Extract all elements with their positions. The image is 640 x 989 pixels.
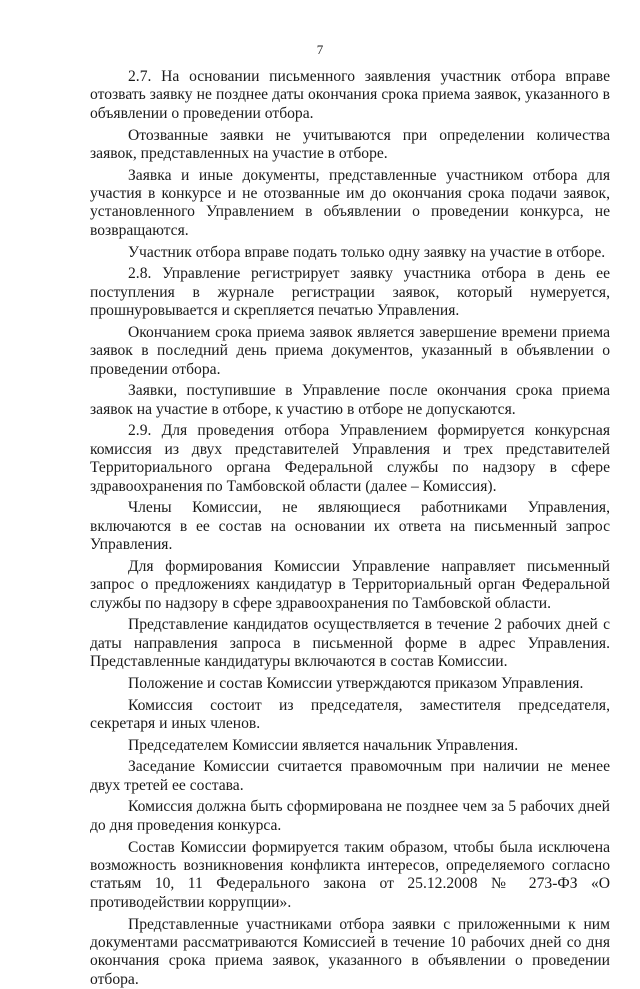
paragraph-quorum: Заседание Комиссии считается правомочным при наличии не менее двух третей ее состава. xyxy=(90,758,610,794)
page-number: 7 xyxy=(316,42,324,57)
paragraph-commission-request: Для формирования Комиссии Управление направляет письменный запрос о предложениях кандидатур в Территориальный орган Федеральной службы по надзору в сфере здравоохранения по Тамбовской области. xyxy=(90,557,610,612)
paragraph-documents-not-returned: Заявка и иные документы, представленные участником отбора для участия в конкурсе и не отозванные им до окончания срока подачи заявок, установленного Управлением в объявлении о проведении конкурса, не возвращаются. xyxy=(90,166,610,239)
paragraph-review-period: Представленные участниками отбора заявки с приложенными к ним документами рассматриваются Комиссией в течение 10 рабочих дней со дня окончания срока приема заявок, указанного в объявлении о проведении отбора. xyxy=(90,915,610,988)
document-body xyxy=(90,68,610,989)
paragraph-commission-members: Члены Комиссии, не являющиеся работниками Управления, включаются в ее состав на основании их ответа на письменный запрос Управления. xyxy=(90,499,610,554)
paragraph-chairman: Председателем Комиссии является начальник Управления. xyxy=(128,736,519,754)
paragraph-2-8: 2.8. Управление регистрирует заявку участника отбора в день ее поступления в журнале регистрации заявок, который нумеруется, прошнуровывается и скрепляется печатью Управления. xyxy=(90,265,610,320)
paragraph-late-applications: Заявки, поступившие в Управление после окончания срока приема заявок на участие в отборе, к участию в отборе не допускаются. xyxy=(90,382,610,418)
paragraph-commission-approval: Положение и состав Комиссии утверждаются приказом Управления. xyxy=(128,674,584,692)
paragraph-conflict-of-interest: Состав Комиссии формируется таким образом, чтобы была исключена возможность возникновения конфликта интересов, определяемого согласно статьям 10, 11 Федерального закона от 25.12.2008 № 273-ФЗ «О противодействии коррупции». xyxy=(90,838,610,911)
paragraph-candidates: Представление кандидатов осуществляется в течение 2 рабочих дней с даты направления запроса в письменной форме в адрес Управления. Представленные кандидатуры включаются в состав Комиссии. xyxy=(90,616,610,671)
paragraph-withdrawn-applications: Отозванные заявки не учитываются при определении количества заявок, представленных на участие в отборе. xyxy=(90,126,610,162)
paragraph-2-9: 2.9. Для проведения отбора Управлением формируется конкурсная комиссия из двух представителей Управления и трех представителей Территориального органа Федеральной службы по надзору в сфере здравоохранения по Тамбовской области (далее – Комиссия). xyxy=(90,422,610,495)
paragraph-2-7: 2.7. На основании письменного заявления участник отбора вправе отозвать заявку не позднее даты окончания срока приема заявок, указанного в объявлении о проведении отбора. xyxy=(90,68,610,122)
paragraph-one-application: Участник отбора вправе подать только одну заявку на участие в отборе. xyxy=(128,243,606,261)
paragraph-commission-composition: Комиссия состоит из председателя, заместителя председателя, секретаря и иных членов. xyxy=(90,696,610,732)
paragraph-deadline: Окончанием срока приема заявок является завершение времени приема заявок в последний день приема документов, указанный в объявлении о проведении отбора. xyxy=(90,323,610,378)
paragraph-formation-deadline: Комиссия должна быть сформирована не позднее чем за 5 рабочих дней до дня проведения конкурса. xyxy=(90,798,610,834)
